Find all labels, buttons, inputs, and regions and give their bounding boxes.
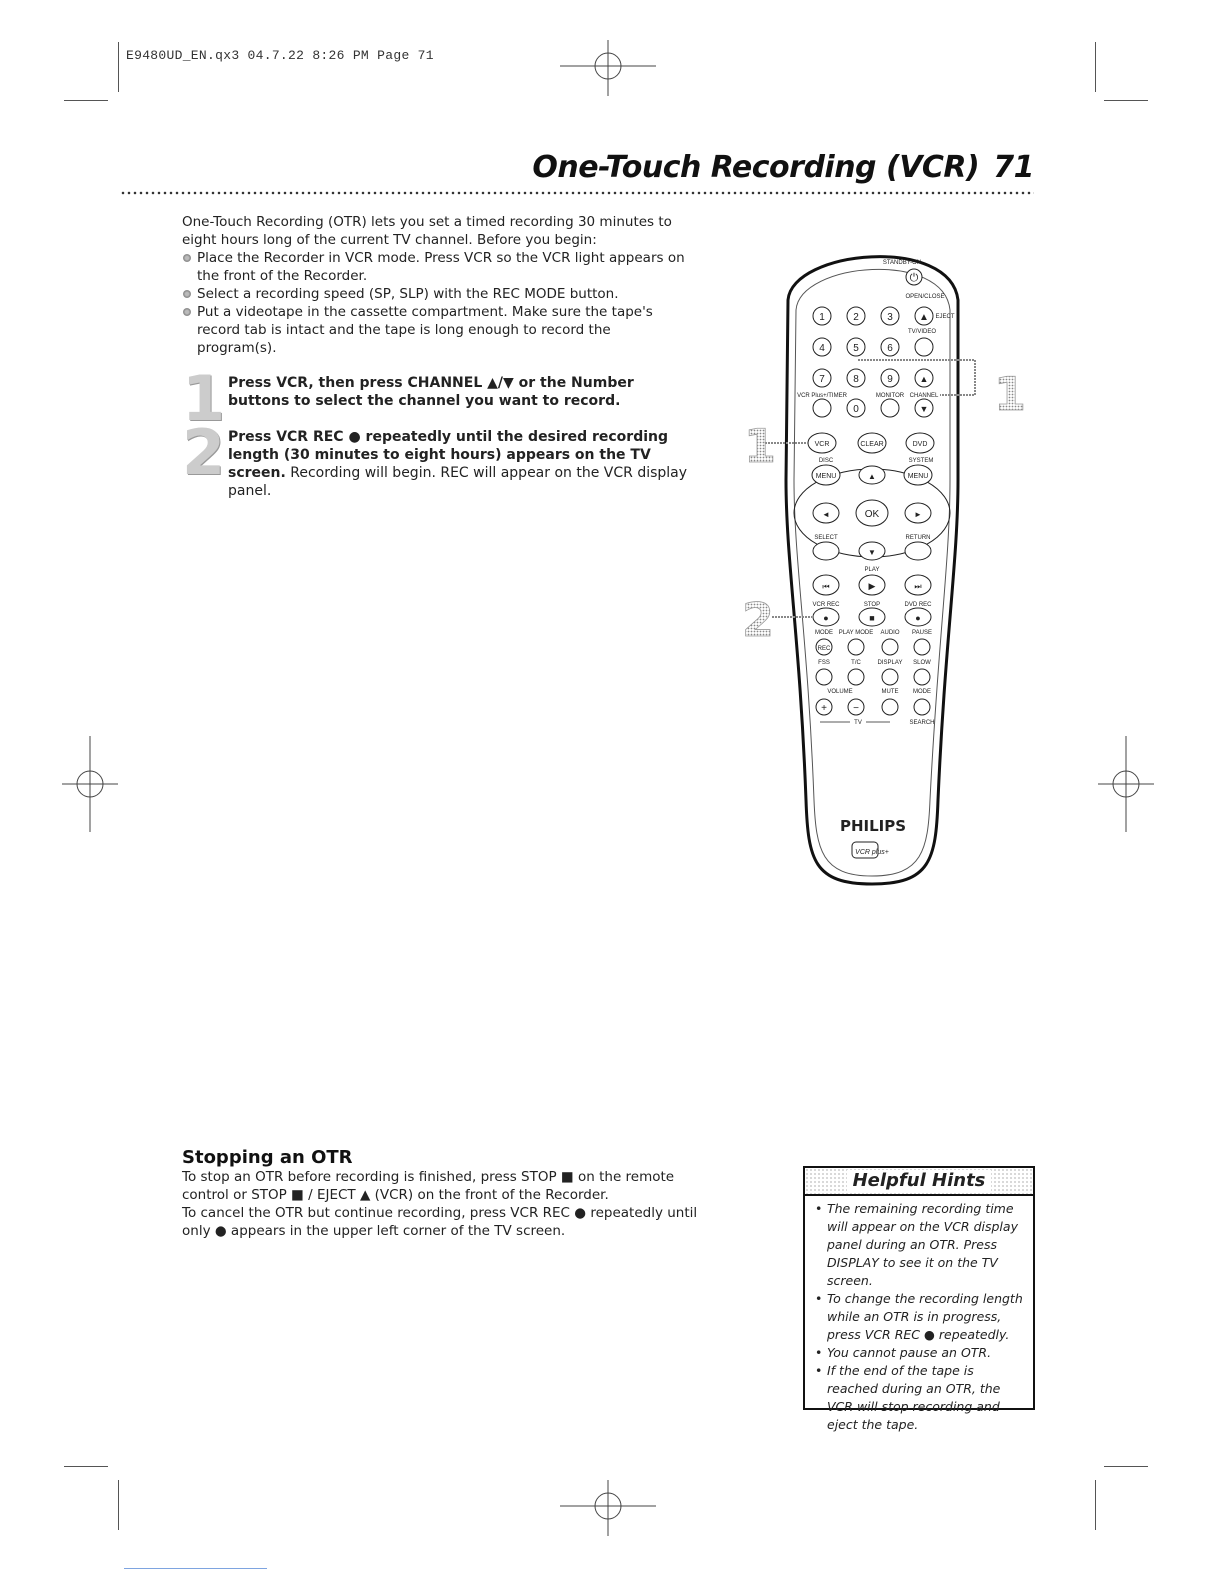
channel-up-icon: ▲: [919, 374, 929, 384]
callout-number-1: 1: [743, 419, 777, 473]
page-edge-line: [124, 1568, 267, 1569]
vcr-rec-label: VCR REC: [812, 602, 840, 608]
left-arrow-icon: ◄: [822, 510, 830, 519]
tv-video-label: TV/VIDEO: [907, 329, 937, 335]
monitor-button: [881, 399, 899, 417]
display-button: [882, 669, 898, 685]
play-mode-button: [848, 639, 864, 655]
disc-menu-button: MENU: [815, 473, 837, 480]
intro-bullet-list: [182, 249, 692, 357]
list-item: Place the Recorder in VCR mode. Press VCR so the VCR light appears on the front of the Recorder.: [182, 249, 692, 285]
select-button: [813, 542, 839, 560]
number-button-5: 5: [853, 343, 859, 354]
callout-number-2: 2: [741, 593, 775, 647]
play-icon: ▶: [868, 581, 876, 591]
vcr-plus-logo: VCR plus+: [855, 849, 889, 856]
brand-name: PHILIPS: [839, 817, 907, 835]
display-label: DISPLAY: [877, 660, 903, 666]
page-title: [532, 150, 1034, 185]
play-label: PLAY: [864, 567, 880, 573]
vcr-plus-button: [813, 399, 831, 417]
monitor-label: MONITOR: [875, 393, 905, 399]
step-number: 2: [182, 416, 226, 489]
crop-mark: [1095, 42, 1096, 92]
registration-mark-top: [560, 40, 656, 96]
open-close-label: OPEN/CLOSE: [905, 294, 945, 300]
return-button: [905, 542, 931, 560]
page-title-text: One-Touch Recording (VCR): [532, 150, 980, 185]
stopping-otr-heading: Stopping an OTR: [182, 1147, 353, 1168]
helpful-hints-title-text: Helpful Hints: [847, 1170, 992, 1191]
number-button-6: 6: [887, 343, 893, 354]
channel-down-icon: ▼: [919, 404, 929, 414]
search-mode-button: [914, 699, 930, 715]
step-normal-text: Recording will begin. REC will appear on the VCR display panel.: [228, 465, 688, 499]
registration-mark-right: [1098, 736, 1154, 832]
crop-mark: [64, 100, 108, 101]
registration-mark-bottom: [560, 1480, 656, 1536]
vcr-button: VCR: [814, 441, 830, 448]
list-item: Put a videotape in the cassette compartment. Make sure the tape's record tab is intact and the tape is long enough to record the program(s).: [182, 303, 692, 357]
search-label: SEARCH: [909, 720, 935, 726]
mode2-label: MODE: [913, 689, 931, 695]
slow-label: SLOW: [913, 660, 931, 666]
fss-button: [816, 669, 832, 685]
helpful-hints-title: [805, 1168, 1033, 1196]
crop-mark: [1104, 1466, 1148, 1467]
tc-button: [848, 669, 864, 685]
stop-icon: ■: [869, 613, 875, 623]
slow-button: [914, 669, 930, 685]
mode-label: MODE: [815, 630, 833, 636]
number-button-2: 2: [853, 312, 859, 323]
remote-control-illustration: [740, 228, 1040, 893]
number-button-1: 1: [819, 312, 825, 323]
mute-button: [882, 699, 898, 715]
system-menu-button: MENU: [907, 473, 929, 480]
previous-icon: ⏮: [822, 582, 830, 591]
list-item: • You cannot pause an OTR.: [815, 1344, 1027, 1362]
tc-label: T/C: [851, 660, 861, 666]
crop-mark: [1104, 100, 1148, 101]
disc-label: DISC: [818, 458, 834, 464]
return-label: RETURN: [905, 535, 931, 541]
next-icon: ⏭: [914, 582, 922, 591]
crop-mark: [118, 1480, 119, 1530]
vcr-rec-icon: ●: [823, 613, 829, 623]
stopping-paragraph-1: To stop an OTR before recording is finished, press STOP ■ on the remote control or STOP ■ / EJECT ▲ (VCR) on the front of the Recorder.: [182, 1169, 675, 1203]
intro-paragraph: One-Touch Recording (OTR) lets you set a timed recording 30 minutes to eight hours long of the current TV channel. Before you begin:: [182, 214, 672, 248]
rec-mode-button: REC: [817, 646, 831, 652]
step-text: [228, 428, 692, 500]
volume-up-button: +: [821, 703, 827, 714]
number-button-9: 9: [887, 374, 893, 385]
stopping-otr-body: [182, 1168, 702, 1240]
crop-mark: [118, 42, 119, 92]
list-item: Select a recording speed (SP, SLP) with the REC MODE button.: [182, 285, 692, 303]
dotted-rule: [120, 191, 1034, 195]
volume-label: VOLUME: [827, 689, 853, 695]
dvd-rec-icon: ●: [915, 613, 921, 623]
list-item: • If the end of the tape is reached during an OTR, the VCR will stop recording and eject the tape.: [815, 1362, 1027, 1434]
system-label: SYSTEM: [908, 458, 934, 464]
eject-icon: ▲: [919, 312, 929, 323]
standby-label: STANDBY-ON: [882, 260, 922, 266]
number-button-0: 0: [853, 404, 859, 415]
vcr-plus-label: VCR Plus+/TIMER: [797, 393, 847, 399]
number-button-3: 3: [887, 312, 893, 323]
step-number: 1: [182, 362, 226, 435]
power-icon: ⏻: [909, 272, 919, 284]
stopping-paragraph-2: To cancel the OTR but continue recording, press VCR REC ● repeatedly until only ● appears in the upper left corner of the TV screen.: [182, 1205, 698, 1239]
step-bold-text: Press VCR REC ● repeatedly until the desired recording length (30 minutes to eight hours) appears on the TV screen.: [228, 429, 669, 481]
list-item: • The remaining recording time will appear on the VCR display panel during an OTR. Press DISPLAY to see it on the TV screen.: [815, 1200, 1027, 1290]
crop-mark: [1095, 1480, 1096, 1530]
volume-down-button: −: [853, 703, 859, 714]
dvd-button: DVD: [912, 441, 928, 448]
pause-button: [914, 639, 930, 655]
select-label: SELECT: [814, 535, 838, 541]
audio-label: AUDIO: [880, 630, 900, 636]
dvd-rec-label: DVD REC: [904, 602, 932, 608]
up-arrow-icon: ▲: [868, 472, 876, 481]
helpful-hints-list: [815, 1200, 1027, 1434]
audio-button: [882, 639, 898, 655]
page-number: 71: [993, 150, 1034, 185]
callout-number-1-right: 1: [993, 367, 1027, 421]
number-button-4: 4: [819, 343, 825, 354]
right-arrow-icon: ►: [914, 510, 922, 519]
eject-label: EJECT: [935, 314, 955, 320]
number-button-7: 7: [819, 374, 825, 385]
tv-video-button: [915, 338, 933, 356]
down-arrow-icon: ▼: [868, 548, 876, 557]
channel-label: CHANNEL: [909, 393, 939, 399]
registration-mark-left: [62, 736, 118, 832]
fss-label: FSS: [818, 660, 830, 666]
stop-label: STOP: [863, 602, 881, 608]
step-text: [228, 374, 692, 410]
step-2: [182, 416, 692, 500]
list-item: • To change the recording length while an OTR is in progress, press VCR REC ● repeatedly.: [815, 1290, 1027, 1344]
step-bold-text: Press VCR, then press CHANNEL ▲/▼ or the Number buttons to select the channel you want to record.: [228, 375, 634, 409]
crop-mark: [64, 1466, 108, 1467]
step-1: [182, 362, 692, 435]
pause-label: PAUSE: [912, 630, 932, 636]
intro-section: [182, 213, 692, 357]
play-mode-label: PLAY MODE: [838, 630, 874, 636]
tv-label: TV: [854, 720, 862, 726]
ok-button: OK: [864, 509, 880, 520]
file-identifier: E9480UD_EN.qx3 04.7.22 8:26 PM Page 71: [126, 48, 434, 63]
clear-button: CLEAR: [860, 441, 884, 448]
mute-label: MUTE: [881, 689, 899, 695]
number-button-8: 8: [853, 374, 859, 385]
helpful-hints-box: [803, 1166, 1035, 1432]
